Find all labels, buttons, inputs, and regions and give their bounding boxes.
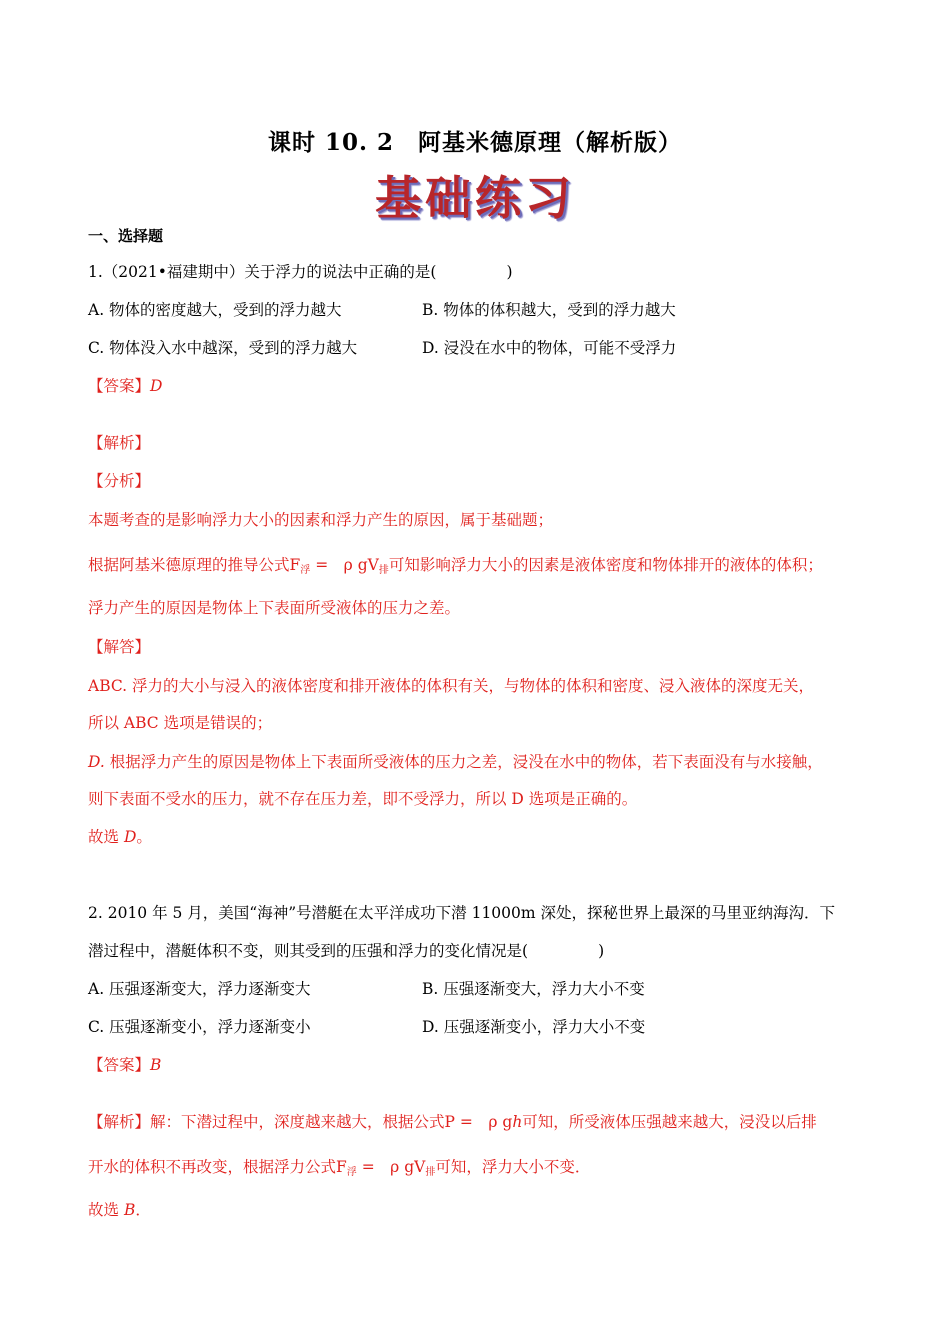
q2-stem-line-1: 2. 2010 年 5 月，美国“海神”号潜艇在太平洋成功下潜 11000m 深处，探秘世界上最深的马里亚纳海沟．下 (88, 904, 836, 922)
q1-stem (88, 262, 513, 282)
q1-analysis-line-2 (88, 555, 823, 581)
q1-option-a: A. 物体的密度越大，受到的浮力越大 (88, 301, 342, 319)
q1-conclusion-letter: D (123, 828, 137, 846)
q2-option-b: B. 压强逐渐变大，浮力大小不变 (422, 980, 645, 998)
q1-solution-3-text: 根据浮力产生的原因是物体上下表面所受液体的压力之差，浸没在水中的物体，若下表面没有与水接触， (104, 753, 823, 771)
q1-jiexi-label: 【解析】 (88, 434, 151, 452)
q1-analysis-line-3: 浮力产生的原因是物体上下表面所受液体的压力之差。 (88, 599, 461, 617)
q1-stem-end: ) (506, 263, 513, 281)
q1-analysis-sub-pai: 排 (378, 565, 389, 576)
q2-answer (88, 1055, 161, 1075)
q2-stem-text: 潜过程中，潜艇体积不变，则其受到的压强和浮力的变化情况是( (88, 942, 529, 960)
q2-explanation-line-1 (88, 1112, 817, 1132)
page-title: 课时 10. 2 阿基米德原理（解析版） (267, 129, 683, 156)
q1-analysis-line-1: 本题考查的是影响浮力大小的因素和浮力产生的原因，属于基础题； (88, 511, 554, 529)
q1-answer-value: D (150, 377, 163, 395)
q2-stem-line-2 (88, 941, 604, 961)
q1-solution-line-2: 所以 ABC 选项是错误的； (88, 714, 273, 732)
q2-exp-2a: 开水的体积不再改变，根据浮力公式F (88, 1158, 347, 1176)
q1-answer (88, 376, 162, 396)
q2-conclusion-b: ． (135, 1201, 151, 1219)
q2-exp-1b: 可知，所受液体压强越来越大，浸没以后排 (522, 1113, 817, 1131)
q2-stem-end: ) (598, 942, 605, 960)
q2-option-d: D. 压强逐渐变小，浮力大小不变 (422, 1018, 646, 1036)
q2-exp-sub-fu: 浮 (346, 1167, 357, 1178)
q2-answer-label: 【答案】 (88, 1056, 151, 1074)
banner-heading: 基础练习 (375, 171, 575, 225)
section-heading: 一、选择题 (88, 227, 164, 245)
q1-analysis-2c: 可知影响浮力大小的因素是液体密度和物体排开的液体的体积； (388, 556, 823, 574)
q2-exp-h: h (512, 1113, 523, 1131)
q1-solution-line-4: 则下表面不受水的压力，就不存在压力差，即不受浮力，所以 D 选项是正确的。 (88, 790, 638, 808)
q1-solution-line-1: ABC. 浮力的大小与浸入的液体密度和排开液体的体积有关，与物体的体积和密度、浸入液体的深度无关， (88, 677, 815, 695)
q1-stem-text: 1.（2021•福建期中）关于浮力的说法中正确的是( (88, 263, 437, 281)
q1-fenxi-label: 【分析】 (88, 472, 151, 490)
q1-analysis-2a: 根据阿基米德原理的推导公式F (88, 556, 301, 574)
q2-conclusion-letter: B (123, 1201, 136, 1219)
q1-jieda-label: 【解答】 (88, 638, 151, 656)
q1-conclusion-b: 。 (136, 828, 152, 846)
q2-option-a: A. 压强逐渐变大，浮力逐渐变大 (88, 980, 311, 998)
q2-option-c: C. 压强逐渐变小，浮力逐渐变小 (88, 1018, 311, 1036)
q2-exp-sub-pai: 排 (425, 1167, 436, 1178)
q1-answer-label: 【答案】 (88, 377, 151, 395)
q2-explanation-line-2 (88, 1157, 590, 1183)
q2-exp-2b: = ρ gV (356, 1158, 426, 1176)
q2-answer-value: B (150, 1056, 162, 1074)
q1-conclusion (88, 827, 152, 847)
q1-conclusion-a: 故选 (88, 828, 124, 846)
q2-exp-2c: 可知，浮力大小不变． (435, 1158, 591, 1176)
q1-analysis-sub-fu: 浮 (300, 565, 311, 576)
q1-solution-line-3 (88, 752, 823, 772)
q2-exp-1a: 【解析】解：下潜过程中，深度越来越大，根据公式P = ρ g (88, 1113, 513, 1131)
q2-conclusion-a: 故选 (88, 1201, 124, 1219)
q1-option-c: C. 物体没入水中越深，受到的浮力越大 (88, 339, 358, 357)
q1-solution-3-d: D. (88, 753, 105, 771)
q2-conclusion (88, 1200, 151, 1220)
q1-analysis-2b: = ρ gV (310, 556, 379, 574)
q1-option-b: B. 物体的体积越大，受到的浮力越大 (422, 301, 676, 319)
q1-option-d: D. 浸没在水中的物体，可能不受浮力 (422, 339, 677, 357)
